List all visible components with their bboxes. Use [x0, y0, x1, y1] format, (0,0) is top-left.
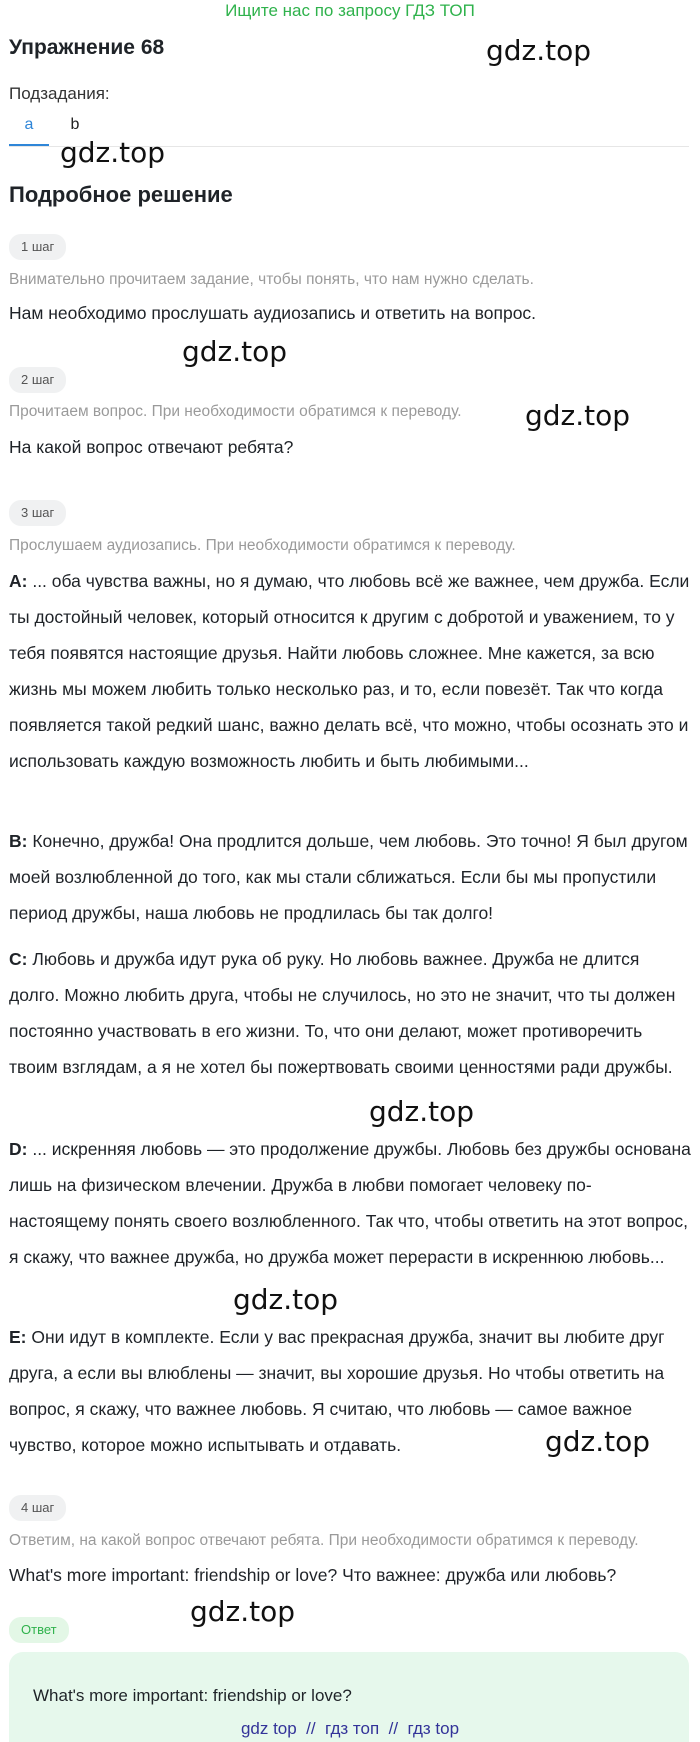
speaker-label: B: [9, 831, 28, 851]
watermark: gdz.top [486, 34, 592, 67]
step-badge: 1 шаг [9, 234, 66, 260]
step-hint: Прочитаем вопрос. При необходимости обратимся к переводу. [9, 403, 462, 420]
dialogue-b [9, 823, 691, 931]
step-badge: 3 шаг [9, 500, 66, 526]
speaker-label: A: [9, 571, 28, 591]
bottom-links[interactable]: gdz top // гдз топ // гдз top [240, 1719, 460, 1738]
step-text: На какой вопрос отвечают ребята? [9, 437, 294, 457]
answer-text: What's more important: friendship or love? [33, 1686, 352, 1705]
answer-badge: Ответ [9, 1617, 69, 1643]
watermark: gdz.top [369, 1095, 475, 1128]
tab-a[interactable]: a [9, 116, 49, 146]
watermark: gdz.top [545, 1425, 651, 1458]
step-badge: 4 шаг [9, 1495, 66, 1521]
watermark: gdz.top [233, 1283, 339, 1316]
dialogue-a [9, 563, 691, 779]
speaker-label: D: [9, 1139, 28, 1159]
watermark: gdz.top [182, 335, 288, 368]
dialogue-text: ... оба чувства важны, но я думаю, что любовь всё же важнее, чем дружба. Если ты достойный человек, который относится к другим с добротой и уважением, то у тебя появятся настоящие друзья. Найти любовь сложнее. Мне кажется, за всю жизнь мы можем любить только несколько раз, и то, если повезёт. Так что когда появляется такой редкий шанс, важно делать всё, что можно, чтобы осознать это и использовать каждую возможность любить и быть любимыми... [9, 571, 690, 771]
tab-b[interactable]: b [70, 116, 80, 133]
dialogue-text: Они идут в комплекте. Если у вас прекрасная дружба, значит вы любите друг друга, а если вы влюблены — значит, вы хорошие друзья. Но чтобы ответить на вопрос, я скажу, что важнее любовь. Я считаю, что любовь — самое важное чувство, которое можно испытывать и отдавать. [9, 1327, 665, 1455]
page-title: Упражнение 68 [9, 36, 165, 59]
dialogue-text: ... искренняя любовь — это продолжение дружбы. Любовь без дружбы основана лишь на физическом влечении. Дружба в любви помогает человеку по-настоящему понять своего возлюбленного. Так что, чтобы ответить на этот вопрос, я скажу, что важнее дружба, но дружба может перерасти в искреннюю любовь... [9, 1139, 691, 1267]
section-title: Подробное решение [9, 182, 233, 207]
step-text: What's more important: friendship or love? Что важнее: дружба или любовь? [9, 1565, 617, 1585]
top-banner[interactable]: Ищите нас по запросу ГДЗ ТОП [225, 1, 475, 20]
step-hint: Прослушаем аудиозапись. При необходимости обратимся к переводу. [9, 537, 516, 554]
watermark: gdz.top [60, 136, 166, 169]
dialogue-text: Конечно, дружба! Она продлится дольше, чем любовь. Это точно! Я был другом моей возлюбленной до того, как мы стали сближаться. Если бы мы пропустили период дружбы, наша любовь не продлилась бы так долго! [9, 831, 688, 923]
step-hint: Ответим, на какой вопрос отвечают ребята. При необходимости обратимся к переводу. [9, 1532, 639, 1549]
speaker-label: C: [9, 949, 28, 969]
watermark: gdz.top [190, 1595, 296, 1628]
dialogue-text: Любовь и дружба идут рука об руку. Но любовь важнее. Дружба не длится долго. Можно любить друга, чтобы не случилось, но это не значит, что ты должен постоянно участвовать в его жизни. То, что они делают, может противоречить твоим взглядам, а я не хотел бы пожертвовать своими ценностями ради дружбы. [9, 949, 676, 1077]
step-badge: 2 шаг [9, 367, 66, 393]
step-hint: Внимательно прочитаем задание, чтобы понять, что нам нужно сделать. [9, 271, 534, 288]
speaker-label: E: [9, 1327, 27, 1347]
step-text: Нам необходимо прослушать аудиозапись и ответить на вопрос. [9, 303, 537, 323]
dialogue-d [9, 1131, 691, 1275]
subtasks-label: Подзадания: [9, 84, 110, 103]
watermark: gdz.top [525, 399, 631, 432]
dialogue-c [9, 941, 691, 1085]
